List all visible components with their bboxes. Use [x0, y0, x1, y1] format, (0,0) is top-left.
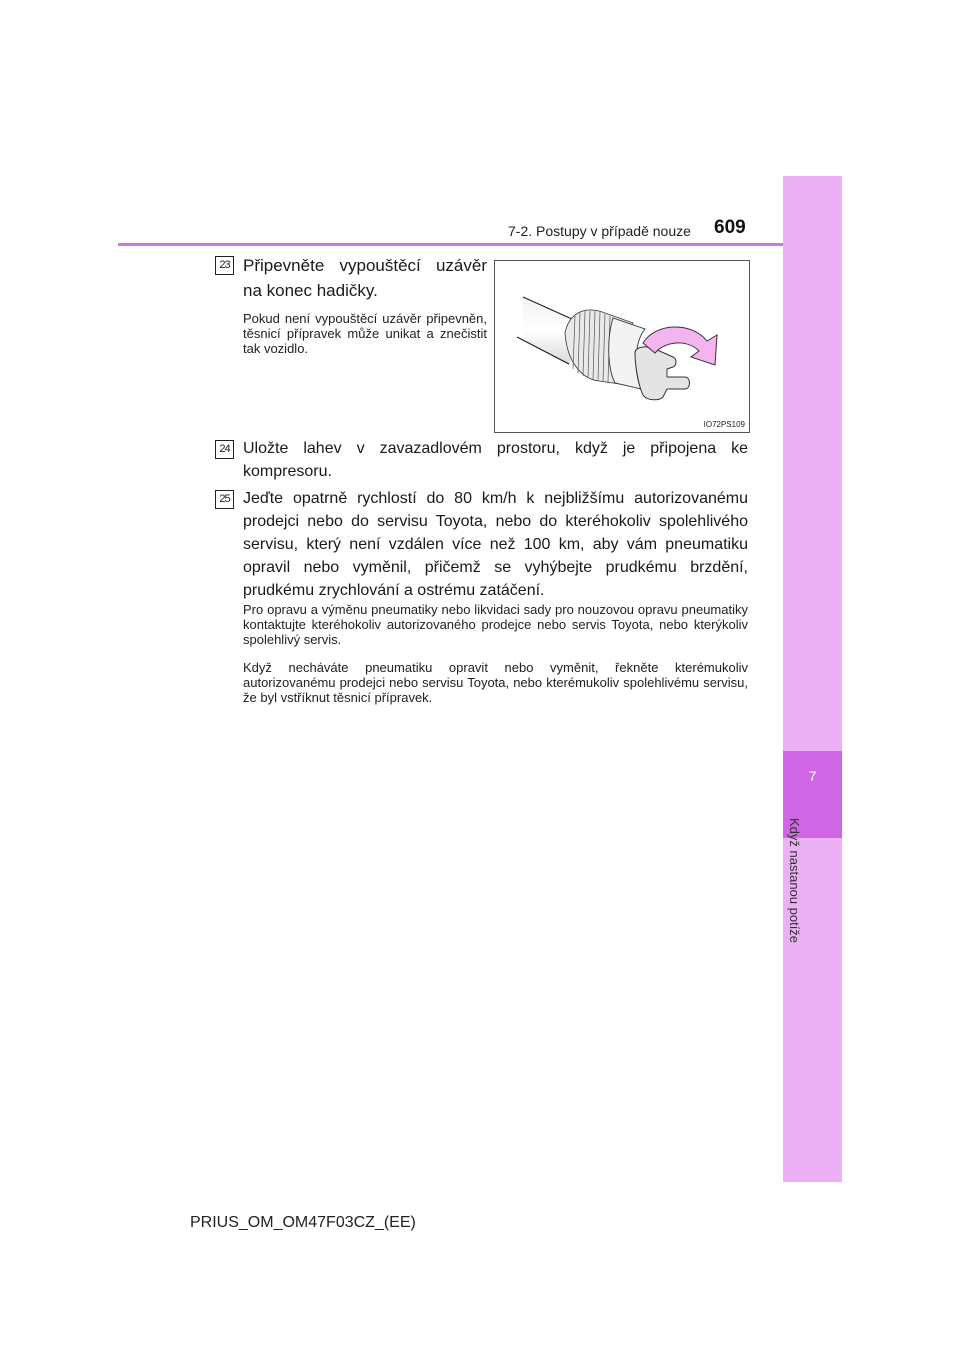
step-25-text: Jeďte opatrně rychlostí do 80 km/h k nejbližšímu autorizovanému prodejci nebo do servisu Toyota, nebo do kteréhokoliv spolehlivého servisu, který není vzdálen více než 100 km, aby vám pneumatiku opravil nebo vyměnil, přičemž se vyhýbejte prudkému brzdění, prudkému zrychlování a ostrému zatáčení. — [243, 490, 748, 599]
chapter-side-tab — [783, 176, 842, 1182]
step-number-23: 23 — [215, 256, 234, 275]
document-id: PRIUS_OM_OM47F03CZ_(EE) — [190, 1214, 416, 1231]
step-number-24: 24 — [215, 440, 234, 459]
valve-cap-illustration — [495, 261, 749, 432]
step-25-note-1: Pro opravu a výměnu pneumatiky nebo likvidaci sady pro nouzovou opravu pneumatiky kontaktujte kteréhokoliv autorizovaného prodejce nebo servis Toyota, nebo kterýkoliv spolehlivý servis. — [243, 602, 748, 647]
header-divider — [118, 243, 783, 246]
page-number: 609 — [714, 217, 746, 238]
figure-code: IO72PS109 — [703, 420, 745, 429]
step-23-text: Připevněte vypouštěcí uzávěr na konec hadičky. — [243, 256, 487, 300]
chapter-number: 7 — [808, 768, 817, 784]
step-25-note-2: Když necháváte pneumatiku opravit nebo vyměnit, řekněte kterémukoliv autorizovanému prodejci nebo servisu Toyota, nebo kterémukoliv spolehlivému servisu, že byl vstříknut těsnicí přípravek. — [243, 660, 748, 705]
step-number-25: 25 — [215, 490, 234, 509]
chapter-title: Když nastanou potíže — [787, 818, 802, 944]
figure-valve-cap — [494, 260, 750, 433]
step-24-text: Uložte lahev v zavazadlovém prostoru, když je připojena ke kompresoru. — [243, 440, 748, 480]
header-section-title: 7-2. Postupy v případě nouze — [508, 223, 691, 239]
step-23-note: Pokud není vypouštěcí uzávěr připevněn, těsnicí přípravek může unikat a znečistit tak vozidlo. — [243, 311, 487, 356]
